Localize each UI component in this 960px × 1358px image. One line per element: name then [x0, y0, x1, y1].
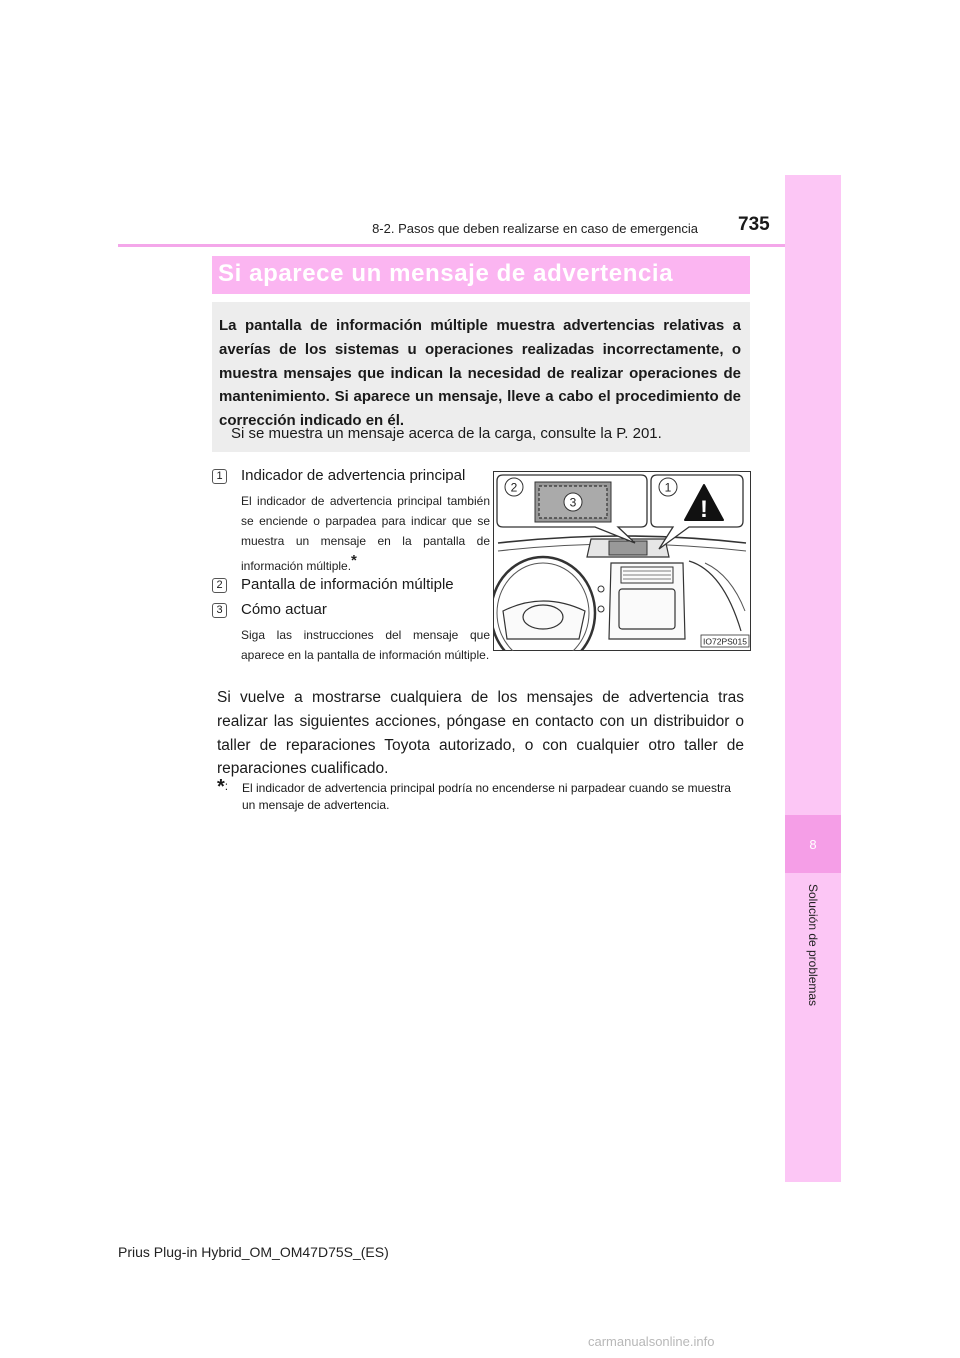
header-divider — [118, 244, 785, 247]
chapter-label-tab — [785, 880, 841, 1010]
item-number-badge: 1 — [212, 469, 227, 484]
footnote-text: El indicador de advertencia principal podría no encenderse ni parpadear cuando se muestra un mensaje de advertencia. — [242, 781, 731, 812]
multi-info-display — [609, 541, 647, 555]
chapter-number: 8 — [809, 836, 817, 852]
watermark: carmanualsonline.info — [588, 1334, 715, 1349]
chapter-tab-strip — [785, 175, 841, 1182]
chapter-number-tab[interactable] — [785, 815, 841, 873]
header-section-title: 8-2. Pasos que deben realizarse en caso de emergencia — [372, 221, 698, 236]
item-number-badge: 3 — [212, 603, 227, 618]
item-title: Pantalla de información múltiple — [241, 576, 454, 593]
item-title: Cómo actuar — [241, 601, 327, 618]
section-title-band — [212, 256, 750, 294]
callout-message-number: 3 — [569, 495, 577, 510]
footer-document-id: Prius Plug-in Hybrid_OM_OM47D75S_(ES) — [118, 1244, 389, 1260]
callout-display-number: 2 — [510, 480, 518, 495]
warning-exclamation-icon: ! — [700, 496, 708, 523]
section-title: Si aparece un mensaje de advertencia — [218, 260, 674, 287]
illustration-code: IO72PS015 — [703, 636, 747, 647]
body-paragraph: Si vuelve a mostrarse cualquiera de los mensajes de advertencia tras realizar las siguientes acciones, póngase en contacto con un distribuidor o taller de reparaciones Toyota autorizado, o con cualquier otro taller de reparaciones cualificado. — [217, 689, 744, 778]
item-title: Indicador de advertencia principal — [241, 467, 466, 484]
intro-text: La pantalla de información múltiple muestra advertencias relativas a averías de los sistemas u operaciones realizadas incorrectamente, o muestra mensajes que indican la necesidad de realizar operaciones de mantenimiento. Si aparece un mensaje, lleve a cabo el procedimiento de corrección indicado en él. — [219, 317, 741, 430]
intro-note: Si se muestra un mensaje acerca de la carga, consulte la P. 201. — [231, 425, 662, 442]
page-number: 735 — [738, 214, 770, 235]
footnote: *: El indicador de advertencia principal podría no encenderse ni parpadear cuando se muestra un mensaje de advertencia. — [217, 778, 744, 796]
item-number-badge: 2 — [212, 578, 227, 593]
dashboard-illustration — [493, 471, 751, 651]
intro-box — [212, 302, 750, 452]
item-description: El indicador de advertencia principal también se enciende o parpadea para indicar que se muestra un mensaje en la pantalla de información múltiple.* — [241, 494, 490, 573]
item-description: Siga las instrucciones del mensaje que aparece en la pantalla de información múltiple. — [241, 628, 490, 662]
chapter-label: Solución de problemas — [806, 883, 821, 1007]
callout-warning-number: 1 — [664, 480, 672, 495]
footnote-mark: * — [351, 552, 357, 569]
center-console — [609, 563, 685, 639]
footnote-star: * — [217, 776, 225, 798]
